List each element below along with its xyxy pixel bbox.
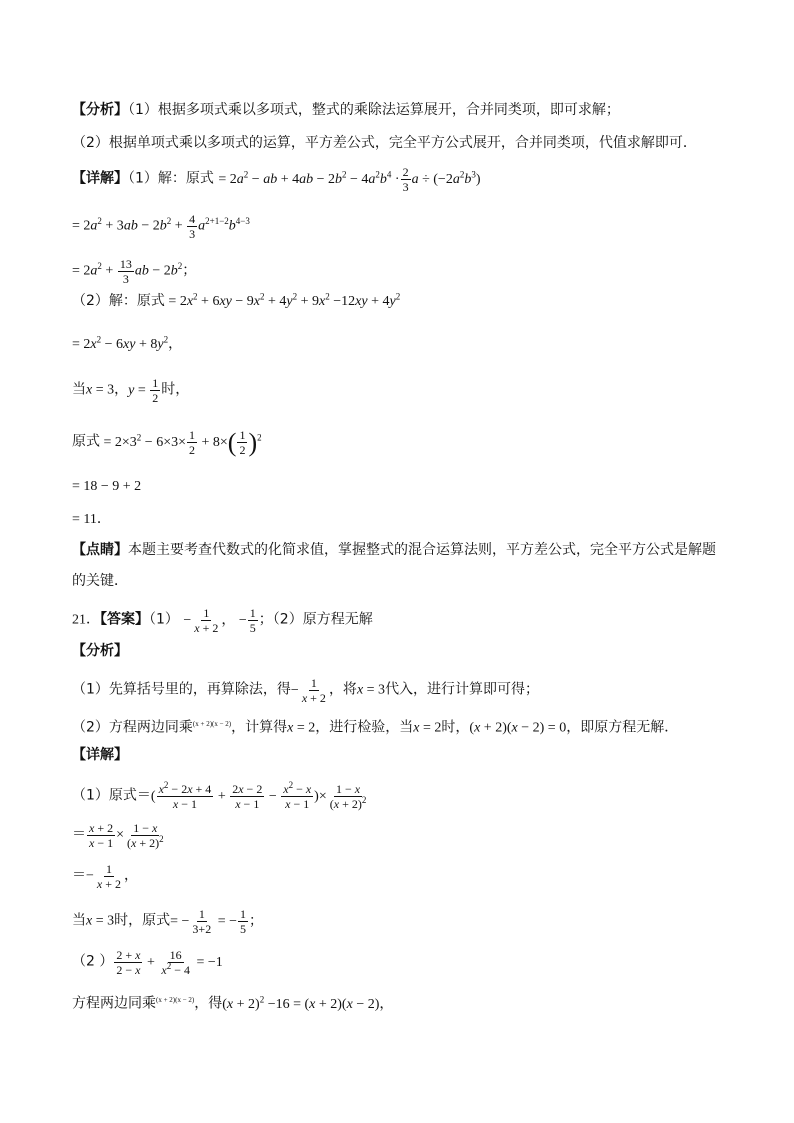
when-line: 当x = 3，y = $\frac{1}{2}$ 时， (72, 376, 190, 405)
q21-detail-tag: 【详解】 (72, 747, 128, 763)
q21-analysis-tag: 【分析】 (72, 643, 128, 659)
a2-mid2: ，进行检验，当 (315, 719, 414, 736)
answer-p1: （1） (149, 611, 179, 628)
analysis-line-1 (72, 100, 620, 120)
formula-1: = $2a^2$ − ab + $4ab - 2b^2 - 4a^2b^4$ · $\frac{2}{3}$ $a \div (-2a^2b^3)$ (218, 165, 481, 194)
analysis-tag: 【分析】 (72, 102, 128, 118)
a2-post: ，即原方程无解． (566, 719, 679, 736)
comment-line-1 (72, 540, 716, 560)
when-suffix: 时， (161, 381, 190, 398)
detail-tag: 【详解】 (72, 170, 128, 187)
comment-text-2: 的关键． (72, 573, 128, 589)
comment-tag: 【点睛】 (72, 542, 128, 558)
q21-last: 方程两边同乘$^{(x + 2)(x - 2)}$，得$(x + 2)^2 -16 = (x + 2)(x - 2)$， (72, 994, 394, 1012)
q21-p2: （2 ） $\frac{2 + x}{2 - x}$ + $\frac{16}{x^2 - 4}$ = −1 (72, 948, 223, 977)
q21-detail-2: ＝ $\frac{x + 2}{x - 1}$ × $\frac{1 - x}{(x + 2)^2}$ (72, 821, 164, 850)
formula-5: = $2x^2 - 6xy + 8y^2$， (72, 334, 183, 352)
when3-post: 时，原式 (114, 912, 171, 929)
orig-label: 原式 (72, 433, 100, 450)
a2-mid: ，计算得 (231, 719, 288, 736)
analysis-text-1: （1）根据多项式乘以多项式，整式的乘除法运算展开，合并同类项，即可求解； (128, 102, 620, 118)
formula-4: = $2x^2 + 6xy - 9x^2 + 4y^2 + 9x^2 -12xy + 4y^2$ (164, 291, 401, 309)
last-pre: 方程两边同乘 (72, 995, 156, 1012)
q21-number: 21． (72, 612, 100, 628)
result-2: = 11． (72, 512, 111, 527)
a1-mid: ，将 (328, 681, 357, 698)
formula-2: = $2a^2 + 3ab - 2b^2$ + $\frac{4}{3}$ $a^{2+1-2}b^{4-3}$ (72, 212, 250, 241)
a2-mid3: 时， (441, 719, 470, 736)
analysis-text-2: （2）根据单项式乘以多项式的运算，平方差公式，完全平方公式展开，合并同类项，代值求解即可． (72, 135, 697, 151)
d1-head: （1）原式＝ (72, 787, 151, 804)
q21-detail-1: （1）原式＝( $\frac{x^2 - 2x + 4}{x - 1}$ + $\frac{2x - 2}{x - 1}$ − $\frac{x^2 - x}{x - 1}$ )× $\frac{1 - x}{(x + 2)^2}$ (72, 780, 367, 811)
when3-prefix: 当 (72, 912, 86, 929)
comment-text-1: 本题主要考查代数式的化简求值，掌握整式的混合运算法则，平方差公式，完全平方公式是解题 (128, 542, 716, 558)
q21-analysis-1: （1）先算括号里的，再算除法，得− $\frac{1}{x + 2}$ ，将x = 3代入，进行计算即可得； (72, 676, 540, 705)
q21-detail-3: ＝− $\frac{1}{x + 2}$ ， (72, 862, 139, 891)
when-prefix: 当 (72, 381, 86, 398)
a2-pre: （2）方程两边同乘 (72, 719, 193, 736)
analysis-line-2 (72, 133, 697, 153)
answer-tag: 【答案】 (100, 611, 149, 628)
answer-p2: ；（2）原方程无解 (258, 611, 373, 628)
when-mid: ， (114, 381, 129, 398)
last-mid: ，得 (194, 995, 223, 1012)
a1-post: 代入，进行计算即可得； (385, 681, 540, 698)
detail-line-1 (72, 165, 481, 194)
a1-pre: （1）先算括号里的，再算除法，得 (72, 681, 291, 698)
formula-3: = $2a^2$ + $\frac{13}{3}$ ab − $2b^2$； (72, 257, 197, 286)
q21-analysis-2: （2）方程两边同乘$^{(x + 2)(x - 2)}$，计算得x = 2，进行检验，当x = 2时，(x + 2)(x − 2) = 0，即原方程无解． (72, 719, 679, 736)
substitute-line: 原式 = $2\times 3^2 - 6\times 3\times$ $\frac{1}{2}$ + 8×( $\frac{1}{2}$ )$^2$ (72, 427, 262, 457)
detail-line-p2 (72, 291, 400, 312)
q21-answer-line: 21．【答案】（1） − $\frac{1}{x + 2}$ ， − $\frac{1}{5}$ ；（2）原方程无解 (72, 606, 373, 635)
detail-p2-head: （2）解：原式 (72, 293, 165, 309)
q21-when3: 当x = 3时，原式= − $\frac{1}{3+2}$ = − $\frac{1}{5}$ ； (72, 907, 263, 936)
result-1: = 18 − 9 + 2 (72, 479, 142, 494)
p2-head: （2 ） (72, 953, 114, 970)
detail-p1-head: （1）解：原式 (128, 170, 214, 187)
